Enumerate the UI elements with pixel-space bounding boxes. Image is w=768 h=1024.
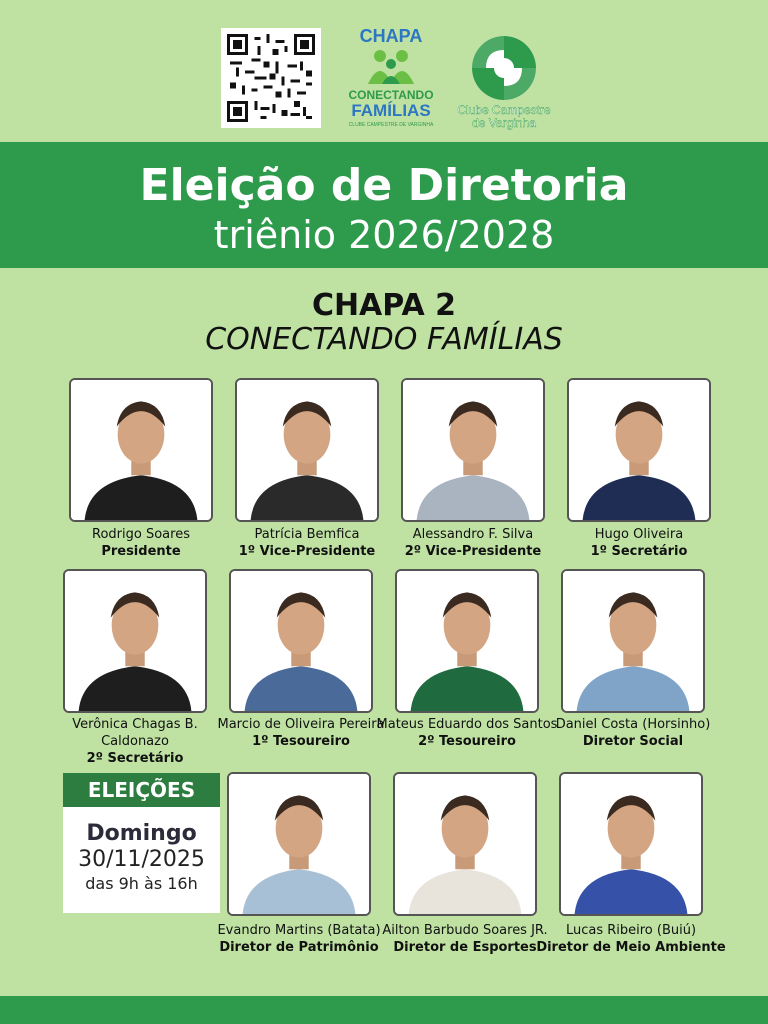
member-caption bbox=[372, 716, 562, 750]
elections-label: ELEIÇÕES bbox=[63, 773, 220, 807]
portrait-icon bbox=[237, 380, 377, 520]
member-photo bbox=[63, 569, 207, 713]
elections-info bbox=[63, 807, 220, 913]
member-photo bbox=[229, 569, 373, 713]
member-caption bbox=[538, 716, 728, 750]
qr-code-icon bbox=[227, 34, 315, 122]
member-photo bbox=[561, 569, 705, 713]
portrait-icon bbox=[231, 571, 371, 711]
member-caption bbox=[212, 526, 402, 560]
qr-code[interactable] bbox=[221, 28, 321, 128]
member-photo bbox=[227, 772, 371, 916]
portrait-icon bbox=[397, 571, 537, 711]
member-photo bbox=[401, 378, 545, 522]
chapa-logo-small-text: CLUBE CAMPESTRE DE VARGINHA bbox=[348, 122, 434, 128]
member-name: Daniel Costa (Horsinho) bbox=[555, 717, 711, 732]
chapa-number: CHAPA 2 bbox=[311, 288, 457, 323]
title-band bbox=[0, 142, 768, 268]
portrait-icon bbox=[65, 571, 205, 711]
member-name: Hugo Oliveira bbox=[594, 527, 684, 542]
member-photo bbox=[567, 378, 711, 522]
member-caption bbox=[40, 716, 230, 767]
member-caption bbox=[544, 526, 734, 560]
portrait-icon bbox=[561, 774, 701, 914]
member-caption bbox=[204, 922, 394, 956]
member-caption bbox=[370, 922, 560, 956]
member-role: Diretor de Patrimônio bbox=[219, 940, 379, 955]
member-role: Diretor Social bbox=[582, 734, 684, 749]
elections-date: 30/11/2025 bbox=[78, 847, 205, 872]
clube-logo bbox=[452, 30, 556, 130]
elections-day: Domingo bbox=[86, 821, 197, 846]
member-role: Presidente bbox=[101, 544, 181, 559]
member-role: Diretor de Esportes bbox=[393, 940, 537, 955]
member-role: Diretor de Meio Ambiente bbox=[536, 940, 726, 955]
member-name: Lucas Ribeiro (Buiú) bbox=[565, 923, 697, 938]
member-name: Ailton Barbudo Soares JR. bbox=[382, 923, 548, 938]
chapa-logo-mid-text: CONECTANDO bbox=[348, 88, 434, 102]
member-role: 2º Secretário bbox=[86, 751, 184, 766]
member-role: 1º Tesoureiro bbox=[252, 734, 350, 749]
member-caption bbox=[378, 526, 568, 560]
member-name: Evandro Martins (Batata) bbox=[217, 923, 381, 938]
clube-logo-text-2: de Varginha bbox=[472, 116, 536, 130]
page-subtitle: triênio 2026/2028 bbox=[213, 213, 555, 257]
chapa-logo-top-text: CHAPA bbox=[359, 26, 423, 46]
member-name: Patrícia Bemfica bbox=[254, 527, 360, 542]
portrait-icon bbox=[403, 380, 543, 520]
member-photo bbox=[235, 378, 379, 522]
member-photo bbox=[559, 772, 703, 916]
chapa-logo bbox=[336, 22, 446, 132]
page-title: Eleição de Diretoria bbox=[139, 160, 629, 211]
chapa-logo-bottom-text: FAMÍLIAS bbox=[351, 101, 431, 120]
portrait-icon bbox=[71, 380, 211, 520]
member-role: 2º Tesoureiro bbox=[418, 734, 516, 749]
member-photo bbox=[395, 569, 539, 713]
member-name: Rodrigo Soares bbox=[92, 527, 190, 542]
portrait-icon bbox=[395, 774, 535, 914]
member-name: Marcio de Oliveira Pereira bbox=[217, 717, 385, 732]
member-name: Alessandro F. Silva bbox=[412, 527, 534, 542]
bottom-bar bbox=[0, 996, 768, 1024]
member-caption bbox=[46, 526, 236, 560]
member-role: 1º Secretário bbox=[590, 544, 688, 559]
member-role: 2º Vice-Presidente bbox=[404, 544, 542, 559]
member-photo bbox=[69, 378, 213, 522]
elections-hours: das 9h às 16h bbox=[85, 874, 198, 893]
portrait-icon bbox=[563, 571, 703, 711]
clube-logo-text-1: Clube Campestre bbox=[457, 103, 551, 117]
portrait-icon bbox=[569, 380, 709, 520]
member-name: Mateus Eduardo dos Santos bbox=[376, 717, 558, 732]
member-role: 1º Vice-Presidente bbox=[238, 544, 376, 559]
member-photo bbox=[393, 772, 537, 916]
member-caption bbox=[206, 716, 396, 750]
chapa-name: CONECTANDO FAMÍLIAS bbox=[205, 322, 563, 357]
member-caption bbox=[536, 922, 726, 956]
portrait-icon bbox=[229, 774, 369, 914]
member-name: Verônica Chagas B. Caldonazo bbox=[72, 717, 198, 749]
